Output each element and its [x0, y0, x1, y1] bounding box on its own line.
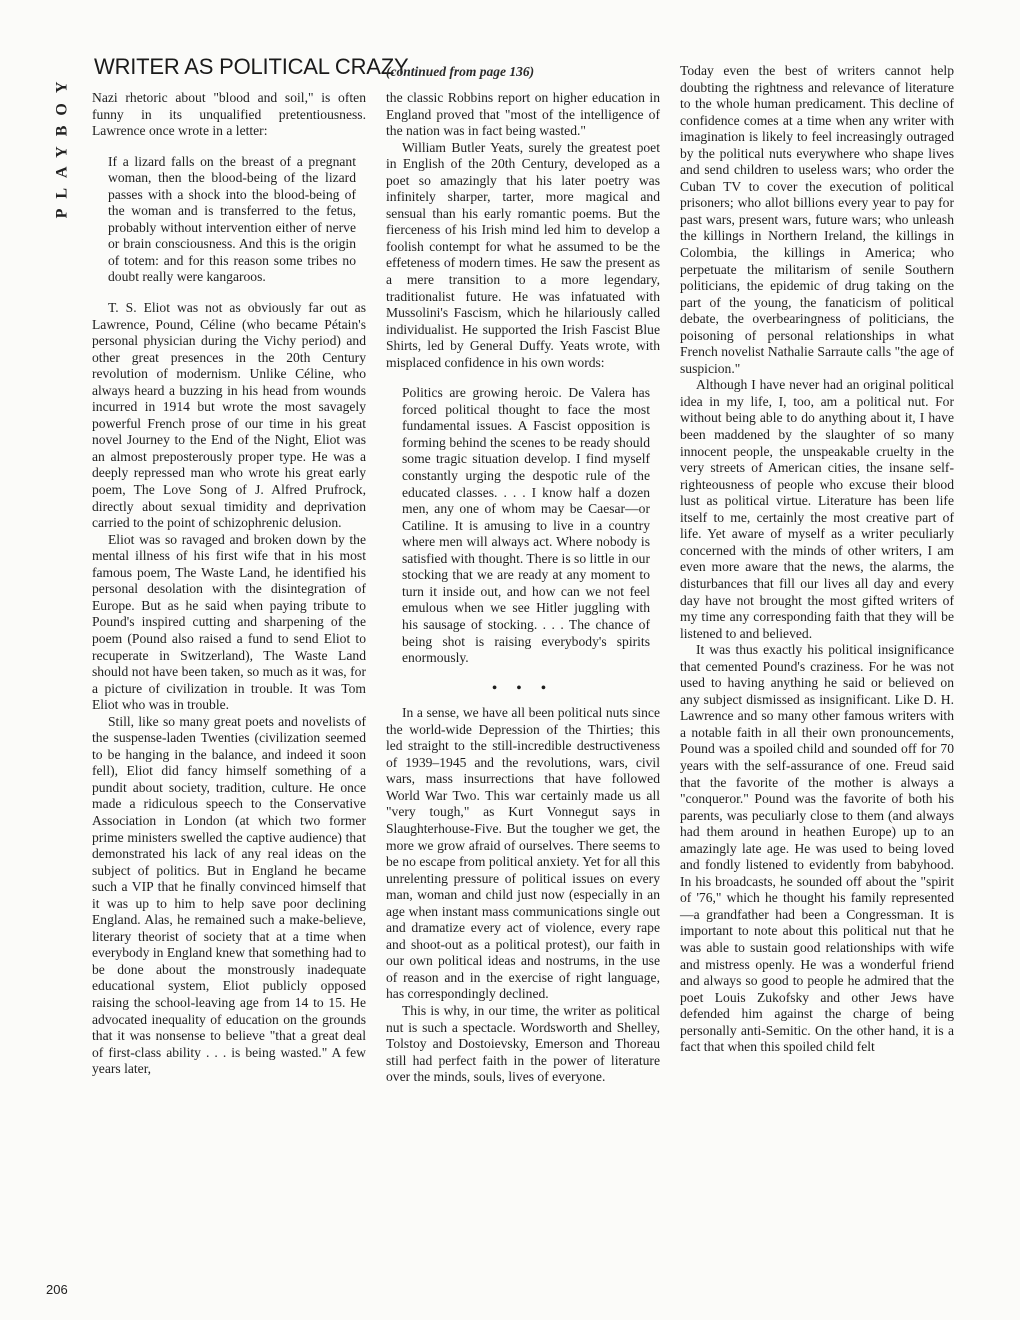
- text-column-2: [386, 90, 660, 1300]
- text-column-3: [680, 63, 954, 1299]
- paragraph: William Butler Yeats, surely the greatest poet in English of the 20th Century, developed as a poet so amazingly that his later poetry was infinitely sharper, tarter, more magical and sensual than his early romantic poems. But the fierceness of his Irish mind led him to develop a foolish contempt for what he assumed to be the effeteness of modern times. He saw the present as a mere transition to a more legendary, traditionalist future. He was infatuated with Mussolini's Fascism, which he hilariously called individualist. He supported the Irish Fascist Blue Shirts, led by General Duffy. Yeats wrote, with misplaced confidence in his own words:: [386, 139, 660, 370]
- paragraph: T. S. Eliot was not as obviously far out as Lawrence, Pound, Céline (who became Pétain's personal physician during the Vichy period) and other great presences in the 20th Century revolution of modernism. Unlike Céline, who always heard a buzzing in his head from wounds incurred in 1914 but wrote the most savagely powerful French prose of our time in his great novel Journey to the End of the Night, Eliot was an almost preposterously proper type. He was a deeply repressed man who wrote his great early poem, The Love Song of J. Alfred Prufrock, directly about sexual timidity and deprivation carried to the point of schizophrenic delusion.: [92, 300, 366, 531]
- paragraph: This is why, in our time, the writer as political nut is such a spectacle. Wordsworth and Shelley, Tolstoy and Dostoievsky, Emerson and Thoreau still had perfect faith in the power of literature over the minds, souls, lives of everyone.: [386, 1002, 660, 1085]
- paragraph: Today even the best of writers cannot help doubting the rightness and relevance of literature to the whole human predicament. This decline of confidence comes at a time when any writer with imagination is likely to feel increasingly outraged by the political nuts everywhere who shape lives and send children to useless wars; who order the Cuban TV to cover the execution of political prisoners; who allot billions every year to pay for past wars, present wars, future wars; who unleash the killings in Northern Ireland, the killings in Colombia, the killings in America; who perpetuate the militarism of senile Southern politicians, the epidemic of drug taking on the part of the young, the fanaticism of political debate, the overbearingness of politicians, the poisoning of personal relationships in what French novelist Nathalie Sarraute calls "the age of suspicion.": [680, 63, 954, 376]
- paragraph: Still, like so many great poets and novelists of the suspense-laden Twenties (civilization seemed to be hanging in the balance, and indeed it soon fell), Eliot did fancy himself something of a pundit about society, tradition, culture. He once made a ridiculous speech to the Conservative Association in London (at which two former prime ministers swelled the captive audience) that demonstrated his lack of any real ideas on the subject of politics. But in England he became such a VIP that he finally convinced himself that it was up to him to help save poor declining England. Alas, he remained such a make-believe, literary theorist of society that at a time when everybody in England knew that something had to be done about the monstrously inadequate educational system, Eliot publicly opposed raising the school-leaving age from 14 to 15. He advocated inequality of education on the grounds that it was nonsense to believe "that a great deal of first-class ability . . . is being wasted." A few years later,: [92, 713, 366, 1077]
- block-quote: If a lizard falls on the breast of a pregnant woman, then the blood-being of the lizard passes with a shock into the blood-being of the woman and is transferred to the fetus, probably without intervention either of nerve or brain consciousness. And this is the origin of totem: and for this reason some tribes no doubt really were kangaroos.: [108, 153, 356, 285]
- paragraph: Although I have never had an original political idea in my life, I, too, am a political nut. For without being able to do anything about it, I have been maddened by the slaughter of so many innocent people, the unspeakable cruelty in the very streets of American cities, the insane self-righteousness of people who excuse their blood lust as political virtue. Literature has been life itself to me, certainly the most creative part of life. Yet aware of myself as a writer peculiarly concerned with the minds of other writers, I am even more aware that the news, the alarms, the disturbances that fill our lives all day and every day have not brought the most gifted writers of my time any corresponding faith that they will be listened to and believed.: [680, 377, 954, 641]
- magazine-logo: [50, 50, 74, 240]
- magazine-logo-text: PLAYBOY: [53, 71, 71, 219]
- block-quote: Politics are growing heroic. De Valera has forced political thought to face the most fundamental issues. A Fascist opposition is forming behind the scenes to be ready should some tragic situation develop. I find myself constantly urging the despotic rule of the educated classes. . . . I know half a dozen men, any one of whom may be Caesar—or Catiline. It is amusing to live in a country where men will always act. Where nobody is satisfied with thought. There is so little in our stocking that we are ready at any moment to turn it inside out, and how can we not feel emulous when we see Hitler juggling with his sausage of stocking. . . . The chance of being shot is raising everybody's spirits enormously.: [402, 385, 650, 666]
- page-number: 206: [46, 1282, 68, 1297]
- paragraph: Nazi rhetoric about "blood and soil," is often funny in its unqualified pretentiousness. Lawrence once wrote in a letter:: [92, 90, 366, 139]
- article-title: WRITER AS POLITICAL CRAZY: [94, 54, 409, 79]
- section-break-dots: • • •: [492, 680, 554, 696]
- paragraph: It was thus exactly his political insignificance that cemented Pound's craziness. For he was not used to having anything he said or believed on any subject dismissed as insignificant. Like D. H. Lawrence and so many other famous writers with a notable faith in all their own pronouncements, Pound was a spoiled child and sounded off for 70 years with the self-assurance of one. Freud said that the favorite of the mother is always a "conqueror." Pound was the favorite of both his parents, was peculiarly close to them (and always had them around in heathen Europe) up to an amazingly late age. He was used to being loved and fondly listened to evidently from babyhood. In his broadcasts, he sounded off about the "spirit of '76," which he thought his family represented—a grandfather had been a Congressman. It is important to note about this political nut that he was able to sustain good relationships with wife and mistress openly. He was a wonderful friend and always so good to people he admired that the poet Louis Zukofsky and other Jews have defended him against the charge of being personally anti-Semitic. On the other hand, it is a fact that when this spoiled child felt: [680, 642, 954, 1055]
- text-column-1: [92, 90, 366, 1300]
- paragraph: the classic Robbins report on higher education in England proved that "most of the intelligence of the nation was in fact being wasted.": [386, 90, 660, 139]
- continued-from-note: (continued from page 136): [386, 64, 535, 79]
- paragraph: Eliot was so ravaged and broken down by the mental illness of his first wife that in his most famous poem, The Waste Land, he identified his personal desolation with the disintegration of Europe. But as he said when paying tribute to Pound's inspired cutting and sharpening of the poem (Pound also raised a fund to send Eliot to recuperate in Switzerland), The Waste Land should not have been taken, so much as it was, for a picture of civilization in trouble. It was Tom Eliot who was in trouble.: [92, 531, 366, 713]
- paragraph: In a sense, we have all been political nuts since the world-wide Depression of the Thirties; this led straight to the still-incredible destructiveness of 1939–1945 and the revolutions, wars, civil wars, mass insurrections that have followed World War Two. This war certainly made us all "very tough," as Kurt Vonnegut says in Slaughterhouse-Five. But the tougher we get, the more we grow afraid of ourselves. There seems to be no escape from political anxiety. Yet for all this unrelenting pressure of political issues on every man, woman and child just now (especially in an age when instant mass communications single out and dramatize every act of violence, every rape and shoot-out as a political protest), our faith in our own political ideas and nostrums, in the use of reason and in the exercise of right language, has correspondingly declined.: [386, 705, 660, 1002]
